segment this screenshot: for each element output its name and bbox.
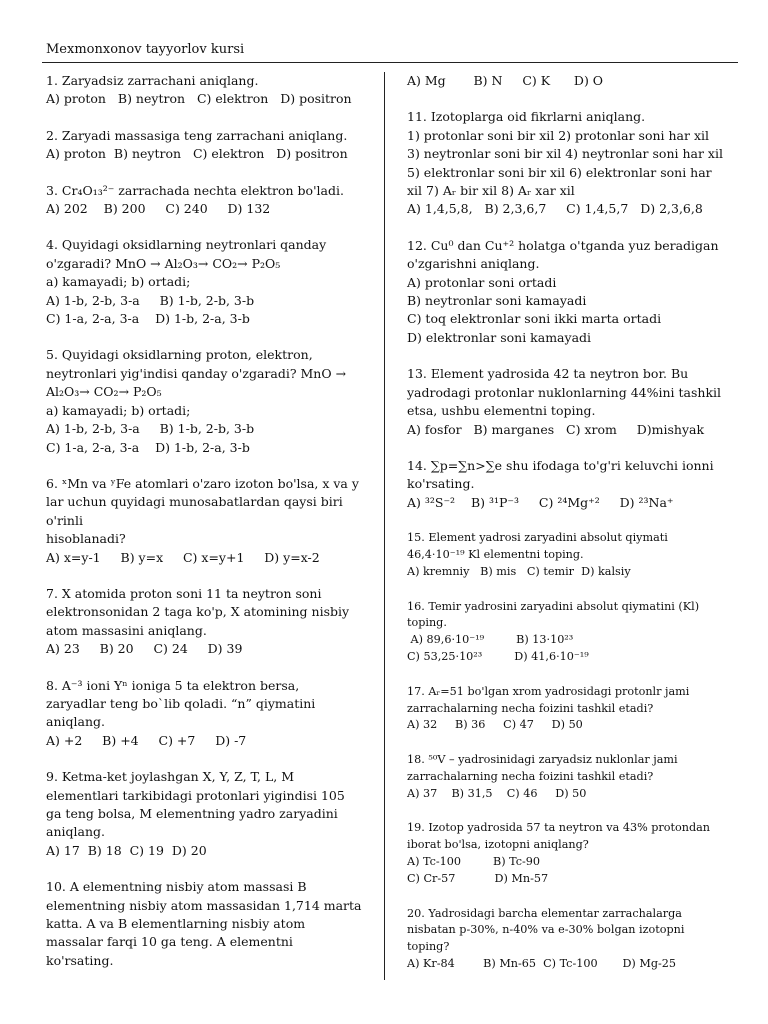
question-text: 9. Ketma-ket joylashgan X, Y, Z, T, L, M elementlari tarkibidagi protonlari yigindisi 105 ga teng bolsa, M elementning yadro zaryadini aniqlang. (46, 769, 345, 840)
question-text: 1. Zaryadsiz zarrachani aniqlang. (46, 73, 259, 88)
answer-options: C) 1-a, 2-a, 3-a D) 1-b, 2-a, 3-b (46, 311, 250, 327)
answer-options: C) toq elektronlar soni ikki marta ortadi (407, 311, 662, 327)
answer-options: a) kamayadi; b) ortadi; (46, 274, 191, 290)
question-text: 3. Cr₄O₁₃²⁻ zarrachada nechta elektron bo'ladi. (46, 182, 344, 198)
question-right-2 (407, 237, 723, 347)
question-text: 20. Yadrosidagi barcha elementar zarrachalarga nisbatan p-30%, n-40% va e-30% bolgan izotopni toping? (407, 906, 685, 954)
answer-options: A) 89,6·10⁻¹⁹ B) 13·10²³ (407, 633, 574, 647)
answer-options: A) Tc-100 B) Tc-90 (407, 855, 541, 869)
question-text: 17. Aᵣ=51 bo'lgan xrom yadrosidagi protonlr jami zarrachalarning necha foizini tashkil etadi? (407, 684, 690, 715)
answer-options: a) kamayadi; b) ortadi; (46, 402, 191, 418)
question-text: 15. Element yadrosi zaryadini absolut qiymati 46,4·10⁻¹⁹ Kl elementni toping. (407, 531, 668, 561)
question-text: 6. ˣMn va ʸFe atomlari o'zaro izoton bo'lsa, x va y lar uchun quyidagi munosabatlardan qaysi biri o'rinli (46, 475, 359, 528)
answer-options: A) +2 B) +4 C) +7 D) -7 (46, 732, 247, 748)
answer-options: A) 17 B) 18 C) 19 D) 20 (46, 842, 207, 858)
answer-options: D) elektronlar soni kamayadi (407, 329, 592, 345)
answer-options: A) 37 B) 31,5 C) 46 D) 50 (407, 786, 587, 800)
question-text: 8. A⁻³ ioni Yⁿ ioniga 5 ta elektron bersa, zaryadlar teng bo`lib qoladi. “n” qiymatini aniqlang. (46, 677, 316, 730)
answer-options: A) fosfor B) marganes C) xrom D)mishyak (407, 421, 705, 437)
question-text: 19. Izotop yadrosida 57 ta neytron va 43% protondan iborat bo'lsa, izotopni aniqlang? (407, 821, 710, 852)
question-right-1 (407, 108, 723, 218)
answer-options: A) kremniy B) mis C) temir D) kalsiy (407, 564, 631, 578)
question-right-5 (407, 530, 723, 580)
course-title: Mexmonxonov tayyorlov kursi (46, 42, 245, 57)
question-text: 16. Temir yadrosini zaryadini absolut qiymatini (Kl) toping. (407, 599, 700, 630)
question-text: 14. ∑p=∑n>∑e shu ifodaga to'g'ri keluvchi ionni ko'rsating. (407, 457, 714, 492)
question-text-continued: hisoblanadi? (46, 531, 126, 547)
question-right-10 (407, 906, 723, 973)
question-text: 12. Cu⁰ dan Cu⁺² holatga o'tganda yuz beradigan o'zgarishni aniqlang. (407, 237, 719, 272)
question-left-1 (46, 127, 362, 164)
answer-options: A) Mg B) N C) K D) O (407, 73, 604, 88)
answer-options: B) neytronlar soni kamayadi (407, 293, 587, 309)
answer-options: A) protonlar soni ortadi (407, 274, 557, 290)
question-text: 2. Zaryadi massasiga teng zarrachani aniqlang. (46, 127, 348, 143)
question-text: 7. X atomida proton soni 11 ta neytron soni elektronsonidan 2 taga ko'p, X atomining nisbiy atom massasini aniqlang. (46, 585, 350, 638)
question-right-6 (407, 599, 723, 666)
answer-options: A) Kr-84 B) Mn-65 C) Tc-100 D) Mg-25 (407, 957, 676, 971)
answer-options: A) 1-b, 2-b, 3-a B) 1-b, 2-b, 3-b (46, 421, 255, 437)
question-right-9 (407, 820, 723, 887)
question-right-8 (407, 752, 723, 802)
header-divider (42, 62, 738, 63)
answer-options: A) 23 B) 20 C) 24 D) 39 (46, 641, 243, 657)
answer-options: C) Cr-57 D) Mn-57 (407, 871, 549, 885)
question-text: 4. Quyidagi oksidlarning neytronlari qanday o'zgaradi? MnO → Al₂O₃→ CO₂→ P₂O₅ (46, 237, 327, 271)
question-left-2 (46, 182, 362, 219)
answer-options: A) 32 B) 36 C) 47 D) 50 (407, 718, 583, 732)
question-text: 5. Quyidagi oksidlarning proton, elektron, neytronlari yig'indisi qanday o'zgaradi? MnO → Al₂O₃→ CO₂→ P₂O₅ (46, 347, 347, 400)
question-left-4 (46, 346, 362, 456)
question-left-7 (46, 677, 362, 751)
question-text: 10. A elementning nisbiy atom massasi B elementning nisbiy atom massasidan 1,714 marta katta. A va B elementlarning nisbiy atom massalar farqi 10 ga teng. A elementni ko'rsating. (46, 879, 362, 968)
answer-options: A) ³²S⁻² B) ³¹P⁻³ C) ²⁴Mg⁺² D) ²³Na⁺ (407, 494, 674, 510)
question-left-0 (46, 72, 362, 109)
column-divider (384, 72, 385, 980)
answer-options: A) x=y-1 B) y=x C) x=y+1 D) y=x-2 (46, 549, 320, 565)
answer-options: A) 1-b, 2-b, 3-a B) 1-b, 2-b, 3-b (46, 292, 255, 308)
question-left-9 (46, 878, 362, 970)
question-text: 11. Izotoplarga oid fikrlarni aniqlang. (407, 109, 646, 125)
left-column (46, 72, 362, 988)
question-right-4 (407, 457, 723, 512)
question-text: 13. Element yadrosida 42 ta neytron bor. Bu yadrodagi protonlar nuklonlarning 44%ini tashkil etsa, ushbu elementni toping. (407, 366, 722, 419)
question-left-6 (46, 585, 362, 659)
question-left-5 (46, 475, 362, 567)
answer-options: C) 53,25·10²³ D) 41,6·10⁻¹⁹ (407, 649, 589, 663)
question-left-8 (46, 768, 362, 860)
answer-options: C) 1-a, 2-a, 3-a D) 1-b, 2-a, 3-b (46, 439, 250, 455)
question-right-3 (407, 365, 723, 439)
question-text-continued: 1) protonlar soni bir xil 2) protonlar soni har xil 3) neytronlar soni bir xil 4) neytronlar soni har xil 5) elektronlar soni bir xil 6) elektronlar soni har xil 7) Aᵣ bir xil 8) Aᵣ xar xil (407, 127, 723, 199)
question-left-3 (46, 236, 362, 328)
answer-options: A) proton B) neytron C) elektron D) positron (46, 146, 348, 162)
question-right-0 (407, 72, 723, 90)
answer-options: A) 1,4,5,8, B) 2,3,6,7 C) 1,4,5,7 D) 2,3,6,8 (407, 201, 703, 217)
answer-options: A) 202 B) 200 C) 240 D) 132 (46, 201, 271, 217)
right-column (407, 72, 723, 991)
question-right-7 (407, 684, 723, 734)
question-text: 18. ⁵⁰V – yadrosinidagi zaryadsiz nuklonlar jami zarrachalarning necha foizini tashkil etadi? (407, 753, 678, 783)
answer-options: A) proton B) neytron C) elektron D) positron (46, 91, 352, 107)
